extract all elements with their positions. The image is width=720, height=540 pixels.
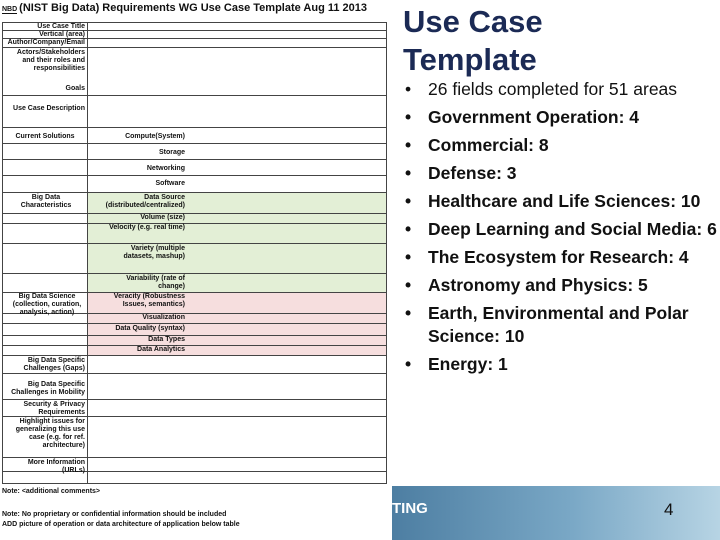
- label-goals: Goals: [65, 85, 85, 92]
- footer-note-line2: ADD picture of operation or data architecture of application below table: [2, 521, 240, 528]
- label-big-data-characteristics: Big Data Characteristics: [20, 194, 72, 209]
- label-specific-challenges: Big Data Specific Challenges (Gaps): [23, 357, 85, 372]
- bullet-item: • Earth, Environmental and Polar Science: 10: [400, 302, 718, 348]
- label-networking: Networking: [146, 165, 185, 172]
- note-additional-comments: Note: <additional comments>: [2, 488, 101, 495]
- bullet-item: • Healthcare and Life Sciences: 10: [400, 190, 718, 213]
- form-header-title: (NIST Big Data) Requirements WG Use Case Template Aug 11 2013: [19, 2, 367, 14]
- label-big-data-science: Big Data Science (collection, curation, analysis, action): [12, 293, 82, 316]
- banner-text: TING: [392, 500, 428, 517]
- bullet-item: • Defense: 3: [400, 162, 718, 185]
- bullet-item: • Government Operation: 4: [400, 106, 718, 129]
- bullet-item: • 26 fields completed for 51 areas: [400, 78, 718, 101]
- page-number: 4: [664, 500, 674, 519]
- label-compute: Compute(System): [125, 133, 185, 140]
- label-data-quality: Data Quality (syntax): [115, 325, 185, 332]
- label-actors: Actors/Stakeholders and their roles and responsibilities: [16, 49, 85, 72]
- label-variety: Variety (multiple datasets, mashup): [123, 245, 185, 260]
- label-security: Security & Privacy Requirements: [23, 401, 85, 416]
- label-highlight: Highlight issues for generalizing this use case (e.g. for ref. architecture): [15, 418, 85, 449]
- bullet-item: • Astronomy and Physics: 5: [400, 274, 718, 297]
- footer-note-line1: Note: No proprietary or confidential information should be included: [2, 511, 227, 518]
- label-data-source: Data Source (distributed/centralized): [105, 194, 185, 209]
- template-table: [2, 22, 387, 484]
- label-variability: Variability (rate of change): [126, 275, 185, 290]
- label-use-case-title: Use Case Title: [37, 23, 85, 30]
- label-more-info: More Information (URLs): [27, 459, 85, 474]
- label-data-types: Data Types: [148, 336, 185, 343]
- label-velocity: Velocity (e.g. real time): [109, 224, 185, 231]
- label-volume: Volume (size): [140, 214, 185, 221]
- bullet-item: • Deep Learning and Social Media: 6: [400, 218, 718, 241]
- bullet-item: • The Ecosystem for Research: 4: [400, 246, 718, 269]
- label-software: Software: [155, 180, 185, 187]
- slide-title: Use Case Template: [403, 4, 543, 77]
- form-header: [2, 2, 367, 16]
- label-visualization: Visualization: [142, 314, 185, 321]
- label-description: Use Case Description: [13, 105, 85, 112]
- label-mobility: Big Data Specific Challenges in Mobility: [11, 381, 85, 396]
- label-author: Author/Company/Email: [7, 39, 85, 46]
- label-veracity: Veracity (Robustness Issues, semantics): [113, 293, 185, 308]
- bullet-item: • Energy: 1: [400, 353, 718, 376]
- label-data-analytics: Data Analytics: [137, 346, 185, 353]
- bullet-item: • Commercial: 8: [400, 134, 718, 157]
- nbd-logo: NBD: [2, 6, 18, 13]
- label-current-solutions: Current Solutions: [15, 133, 75, 140]
- label-storage: Storage: [158, 149, 185, 156]
- column-divider: [87, 23, 88, 483]
- bullet-list: [400, 78, 718, 381]
- label-vertical: Vertical (area): [39, 31, 85, 38]
